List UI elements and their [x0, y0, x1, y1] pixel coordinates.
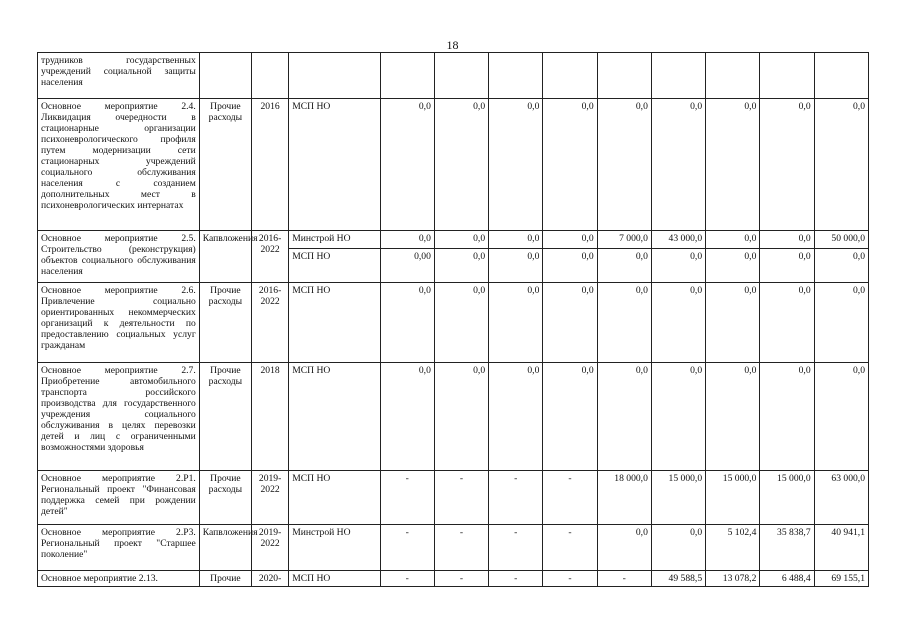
amount-cell: 0,0	[706, 249, 760, 283]
executor: МСП НО	[289, 471, 380, 525]
amount-cell: 0,0	[760, 249, 814, 283]
executor: Минстрой НО	[289, 525, 380, 571]
amount-cell: 0,0	[434, 363, 488, 471]
amount-cell: 0,0	[760, 363, 814, 471]
table-row	[38, 231, 869, 249]
amount-cell: 0,0	[543, 363, 597, 471]
expense-type: Прочие расходы	[199, 283, 251, 363]
amount-cell: 15 000,0	[706, 471, 760, 525]
amount-cell: 15 000,0	[760, 471, 814, 525]
amount-cell	[380, 53, 434, 99]
amount-cell: 0,0	[489, 249, 543, 283]
activity-description: Основное мероприятие 2.7. Приобретение автомобильного транспорта российского производства для государственного учреждения социального обслуживания в целях перевозки детей и лиц с ограниченными возможностями здоровья	[38, 363, 200, 471]
table-row	[38, 283, 869, 363]
activity-description: Основное мероприятие 2.4. Ликвидация очередности в стационарные организации психоневрологического профиля путем модернизации сети стационарных учреждений социального обслуживания населения с созданием дополнительных мест в психоневрологических интернатах	[38, 99, 200, 231]
amount-cell: 0,0	[489, 99, 543, 231]
page-number: 18	[446, 38, 459, 52]
amount-cell: 0,0	[706, 363, 760, 471]
amount-cell: 69 155,1	[814, 571, 868, 587]
amount-cell	[543, 53, 597, 99]
table-row	[38, 99, 869, 231]
expense-type: Прочие расходы	[199, 471, 251, 525]
amount-cell: 15 000,0	[651, 471, 705, 525]
executor: МСП НО	[289, 283, 380, 363]
amount-cell: 7 000,0	[597, 231, 651, 249]
amount-cell: 0,0	[434, 99, 488, 231]
period: 2018	[252, 363, 289, 471]
amount-cell: 5 102,4	[706, 525, 760, 571]
amount-cell: -	[380, 471, 434, 525]
amount-cell	[597, 53, 651, 99]
amount-cell: 43 000,0	[651, 231, 705, 249]
amount-cell: -	[543, 525, 597, 571]
amount-cell: 0,0	[543, 231, 597, 249]
amount-cell: -	[434, 525, 488, 571]
activity-description: Основное мероприятие 2.13.	[38, 571, 200, 587]
amount-cell: 35 838,7	[760, 525, 814, 571]
executor: МСП НО	[289, 249, 380, 283]
amount-cell	[706, 53, 760, 99]
amount-cell: 0,0	[706, 283, 760, 363]
table-row	[38, 53, 869, 99]
expense-type: Капвложения	[199, 231, 251, 283]
amount-cell: 0,0	[543, 283, 597, 363]
amount-cell: 0,0	[760, 231, 814, 249]
amount-cell: 0,00	[380, 249, 434, 283]
amount-cell: 0,0	[380, 283, 434, 363]
amount-cell: 0,0	[434, 231, 488, 249]
amount-cell: 18 000,0	[597, 471, 651, 525]
amount-cell: 0,0	[651, 283, 705, 363]
amount-cell: 13 078,2	[706, 571, 760, 587]
amount-cell: 0,0	[651, 99, 705, 231]
amount-cell: 50 000,0	[814, 231, 868, 249]
expense-type: Прочие расходы	[199, 363, 251, 471]
period: 2019-2022	[252, 525, 289, 571]
executor: МСП НО	[289, 571, 380, 587]
amount-cell: 0,0	[651, 363, 705, 471]
amount-cell	[814, 53, 868, 99]
amount-cell: 0,0	[434, 283, 488, 363]
amount-cell: 49 588,5	[651, 571, 705, 587]
amount-cell: 0,0	[597, 363, 651, 471]
amount-cell: 0,0	[543, 249, 597, 283]
amount-cell: 0,0	[706, 99, 760, 231]
executor: Минстрой НО	[289, 231, 380, 249]
amount-cell: -	[489, 571, 543, 587]
amount-cell: -	[380, 525, 434, 571]
amount-cell: 0,0	[489, 283, 543, 363]
amount-cell: -	[489, 525, 543, 571]
amount-cell: 0,0	[489, 231, 543, 249]
executor	[289, 53, 380, 99]
expense-type	[199, 53, 251, 99]
amount-cell: 0,0	[543, 99, 597, 231]
amount-cell: -	[597, 571, 651, 587]
expense-type: Прочие расходы	[199, 99, 251, 231]
activity-description: трудников государственных учреждений социальной защиты населения	[38, 53, 200, 99]
activity-description: Основное мероприятие 2.P1. Региональный проект "Финансовая поддержка семей при рождении детей"	[38, 471, 200, 525]
amount-cell: 0,0	[597, 249, 651, 283]
period: 2019-2022	[252, 471, 289, 525]
amount-cell: 0,0	[597, 283, 651, 363]
amount-cell: 0,0	[814, 283, 868, 363]
amount-cell	[489, 53, 543, 99]
amount-cell: 6 488,4	[760, 571, 814, 587]
amount-cell	[760, 53, 814, 99]
amount-cell: 0,0	[597, 525, 651, 571]
amount-cell: -	[380, 571, 434, 587]
table-row	[38, 571, 869, 587]
period: 2020-	[252, 571, 289, 587]
amount-cell: -	[543, 571, 597, 587]
period	[252, 53, 289, 99]
expense-type: Прочие	[199, 571, 251, 587]
budget-table	[37, 52, 869, 587]
amount-cell: 0,0	[489, 363, 543, 471]
amount-cell: 40 941,1	[814, 525, 868, 571]
amount-cell: 0,0	[597, 99, 651, 231]
activity-description: Основное мероприятие 2.P3. Региональный проект "Старшее поколение"	[38, 525, 200, 571]
table-row	[38, 363, 869, 471]
table-row	[38, 471, 869, 525]
amount-cell	[434, 53, 488, 99]
executor: МСП НО	[289, 99, 380, 231]
amount-cell: -	[434, 471, 488, 525]
amount-cell: 0,0	[814, 363, 868, 471]
amount-cell: 0,0	[814, 99, 868, 231]
amount-cell: -	[543, 471, 597, 525]
amount-cell: 0,0	[380, 99, 434, 231]
table-row	[38, 525, 869, 571]
amount-cell: 63 000,0	[814, 471, 868, 525]
amount-cell: 0,0	[434, 249, 488, 283]
period: 2016-2022	[252, 283, 289, 363]
activity-description: Основное мероприятие 2.5. Строительство (реконструкция) объектов социального обслуживания населения	[38, 231, 200, 283]
period: 2016-2022	[252, 231, 289, 283]
amount-cell: 0,0	[760, 283, 814, 363]
amount-cell: 0,0	[380, 363, 434, 471]
amount-cell: -	[434, 571, 488, 587]
activity-description: Основное мероприятие 2.6. Привлечение социально ориентированных некоммерческих организаций к деятельности по предоставлению социальных услуг гражданам	[38, 283, 200, 363]
amount-cell: -	[489, 471, 543, 525]
amount-cell: 0,0	[651, 525, 705, 571]
expense-type: Капвложения	[199, 525, 251, 571]
amount-cell	[651, 53, 705, 99]
amount-cell: 0,0	[706, 231, 760, 249]
period: 2016	[252, 99, 289, 231]
amount-cell: 0,0	[380, 231, 434, 249]
amount-cell: 0,0	[814, 249, 868, 283]
amount-cell: 0,0	[760, 99, 814, 231]
executor: МСП НО	[289, 363, 380, 471]
amount-cell: 0,0	[651, 249, 705, 283]
